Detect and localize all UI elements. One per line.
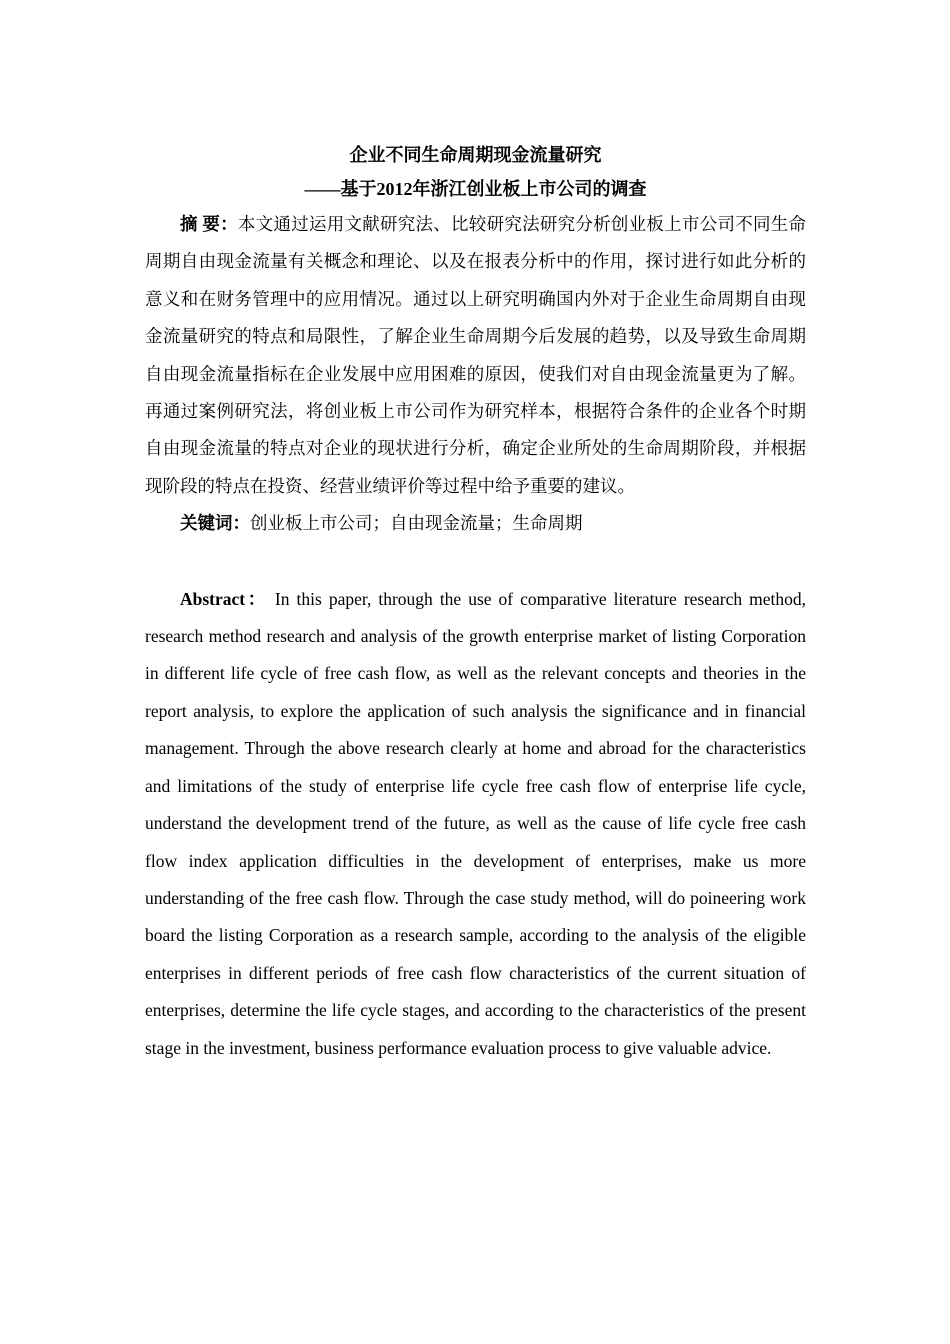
- abstract-en-label: Abstract：: [180, 588, 268, 609]
- abstract-en-text: In this paper, through the use of comparative literature research method, research method research and analysis of the growth enterprise market of listing Corporation in different life cycle of free cash flow, as well as the relevant concepts and theories in the report analysis, to explore the application of such analysis the significance and in financial management. Through the above research clearly at home and abroad for the characteristics and limitations of the study of enterprise life cycle free cash flow of enterprise life cycle, understand the development trend of the future, as well as the cause of life cycle free cash flow index application difficulties in the development of enterprises, make us more understanding of the free cash flow. Through the case study method, will do poineering work board the listing Corporation as a research sample, according to the analysis of the eligible enterprises in different periods of free cash flow characteristics of the current situation of enterprises, determine the life cycle stages, and according to the characteristics of the present stage in the investment, business performance evaluation process to give valuable advice.: [145, 588, 806, 1058]
- abstract-cn-label: 摘 要：: [180, 214, 238, 234]
- paper-subtitle: ——基于2012年浙江创业板上市公司的调查: [304, 179, 647, 199]
- paper-title: 企业不同生命周期现金流量研究: [349, 145, 602, 165]
- abstract-en: [145, 581, 806, 1067]
- keywords-cn: [145, 505, 806, 542]
- abstract-cn-text: 本文通过运用文献研究法、比较研究法研究分析创业板上市公司不同生命周期自由现金流量有关概念和理论、以及在报表分析中的作用，探讨进行如此分析的意义和在财务管理中的应用情况。通过以上研究明确国内外对于企业生命周期自由现金流量研究的特点和局限性，了解企业生命周期今后发展的趋势，以及导致生命周期自由现金流量指标在企业发展中应用困难的原因，使我们对自由现金流量更为了解。再通过案例研究法，将创业板上市公司作为研究样本，根据符合条件的企业各个时期自由现金流量的特点对企业的现状进行分析，确定企业所处的生命周期阶段，并根据现阶段的特点在投资、经营业绩评价等过程中给予重要的建议。: [145, 214, 807, 496]
- abstract-cn: [145, 206, 806, 505]
- keywords-cn-label: 关键词：: [180, 513, 250, 534]
- keywords-cn-text: 创业板上市公司；自由现金流量；生命周期: [250, 513, 583, 534]
- document-page: [145, 138, 806, 1067]
